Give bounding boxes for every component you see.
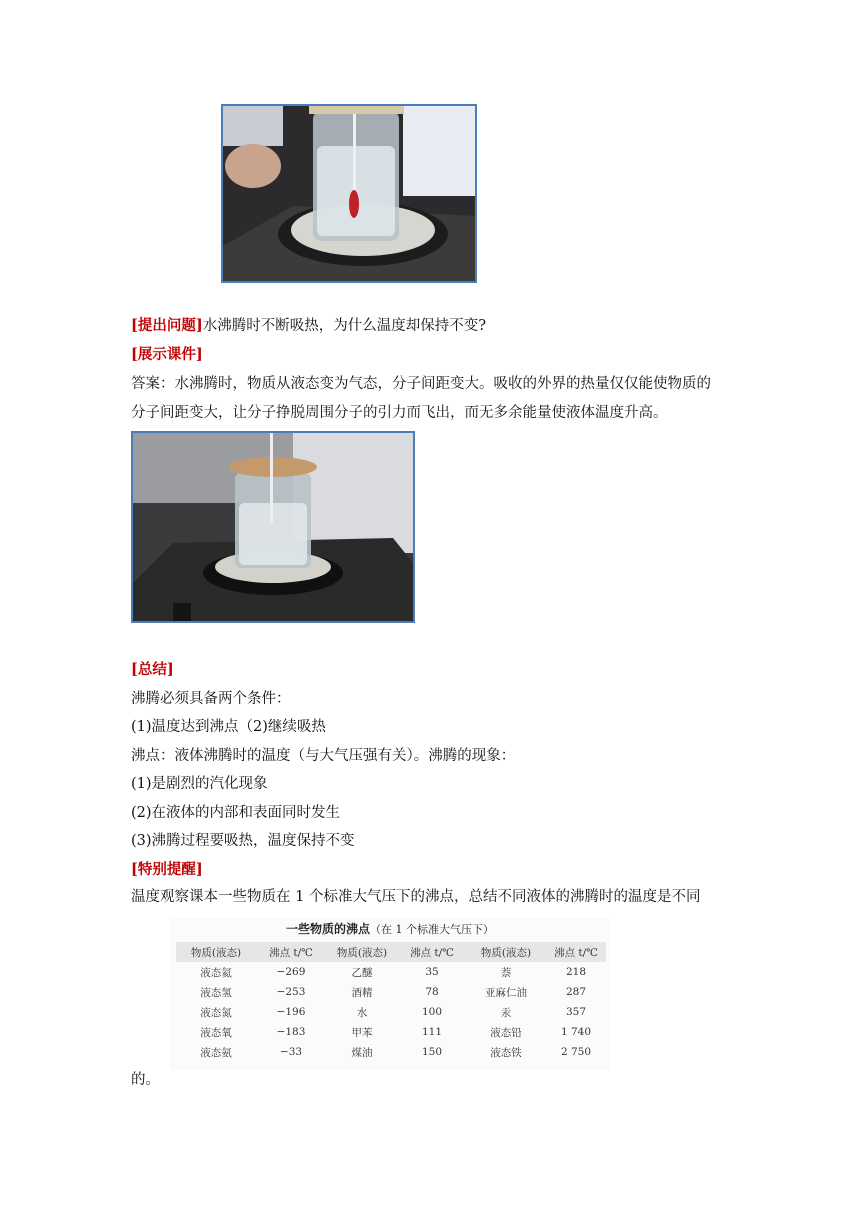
table-title-sub: （在 1 个标准大气压下）	[370, 923, 494, 936]
photo-boiling-beaker-top	[221, 104, 477, 283]
table-cell: 液态铅	[490, 1026, 522, 1039]
table-cell: 287	[565, 986, 587, 998]
boiling-point-table-image	[170, 918, 610, 1070]
boiling-point-table	[176, 942, 606, 1062]
table-header-cell: 物质(液态)	[466, 942, 546, 962]
photo-boiling-beaker-middle	[131, 431, 415, 623]
table-cell: 2 750	[560, 1046, 592, 1058]
table-cell: 液态氢	[200, 986, 232, 999]
table-cell: 液态铁	[490, 1046, 522, 1059]
answer-line-1: 答案：水沸腾时，物质从液态变为气态，分子间距变大。吸收的外界的热量仅仅能使物质的	[131, 376, 711, 392]
summary-line-4: (1)是剧烈的汽化现象	[131, 776, 268, 792]
table-cell: −269	[276, 966, 306, 978]
summary-line-6: (3)沸腾过程要吸热，温度保持不变	[131, 833, 355, 849]
table-cell: 1 740	[560, 1026, 592, 1038]
beaker-image	[223, 106, 475, 281]
table-cell: 亚麻仁油	[485, 986, 527, 999]
table-cell: 111	[421, 1026, 443, 1038]
table-row	[176, 982, 606, 1002]
courseware-line	[131, 345, 203, 365]
table-cell: −33	[279, 1046, 303, 1058]
table-cell: 357	[565, 1006, 587, 1018]
table-row	[176, 962, 606, 982]
table-cell: −253	[276, 986, 306, 998]
table-row	[176, 1002, 606, 1022]
table-cell: 煤油	[351, 1046, 373, 1059]
courseware-tag: [展示课件]	[131, 346, 203, 363]
summary-line-5: (2)在液体的内部和表面同时发生	[131, 805, 341, 821]
table-cell: 100	[421, 1006, 443, 1018]
table-cell: 液态氮	[200, 1006, 232, 1019]
table-cell: 液态氦	[200, 966, 232, 979]
table-title	[170, 920, 610, 937]
summary-tag: [总结]	[131, 661, 174, 678]
beaker-lid-image	[133, 433, 413, 621]
question-line	[131, 316, 486, 336]
table-cell: 汞	[500, 1006, 512, 1019]
reminder-tag-line	[131, 860, 203, 880]
table-cell: 35	[425, 966, 439, 978]
question-tag: [提出问题]	[131, 317, 203, 334]
summary-line-1: 沸腾必须具备两个条件：	[131, 691, 291, 707]
table-header-cell: 沸点 t/℃	[398, 942, 466, 962]
summary-line-2: (1)温度达到沸点（2)继续吸热	[131, 719, 326, 735]
reminder-line-2: 的。	[131, 1072, 160, 1088]
summary-line-3: 沸点：液体沸腾时的温度（与大气压强有关）。沸腾的现象：	[131, 748, 516, 764]
answer-line-2: 分子间距变大，让分子挣脱周围分子的引力而飞出，而无多余能量使液体温度升高。	[131, 405, 668, 421]
table-cell: −183	[276, 1026, 306, 1038]
table-header-cell: 物质(液态)	[326, 942, 398, 962]
reminder-line-1: 温度观察课本一些物质在 1 个标准大气压下的沸点，总结不同液体的沸腾时的温度是不同	[131, 889, 701, 905]
table-header-cell: 沸点 t/℃	[546, 942, 606, 962]
table-cell: 甲苯	[351, 1026, 373, 1039]
table-cell: 78	[425, 986, 439, 998]
table-cell: 液态氧	[200, 1026, 232, 1039]
table-header-cell: 物质(液态)	[176, 942, 256, 962]
table-cell: −196	[276, 1006, 306, 1018]
table-cell: 乙醚	[351, 966, 373, 979]
table-cell: 酒精	[351, 986, 373, 999]
reminder-tag: [特别提醒]	[131, 861, 203, 878]
table-cell: 液态氨	[200, 1046, 232, 1059]
table-cell: 水	[356, 1006, 368, 1019]
table-header-row	[176, 942, 606, 962]
table-header-cell: 沸点 t/℃	[256, 942, 326, 962]
table-title-main: 一些物质的沸点	[285, 922, 370, 936]
table-cell: 萘	[500, 966, 512, 979]
question-text: 水沸腾时不断吸热，为什么温度却保持不变?	[202, 318, 487, 334]
table-cell: 150	[421, 1046, 443, 1058]
table-row	[176, 1042, 606, 1062]
summary-tag-line	[131, 660, 174, 680]
table-row	[176, 1022, 606, 1042]
table-cell: 218	[565, 966, 587, 978]
